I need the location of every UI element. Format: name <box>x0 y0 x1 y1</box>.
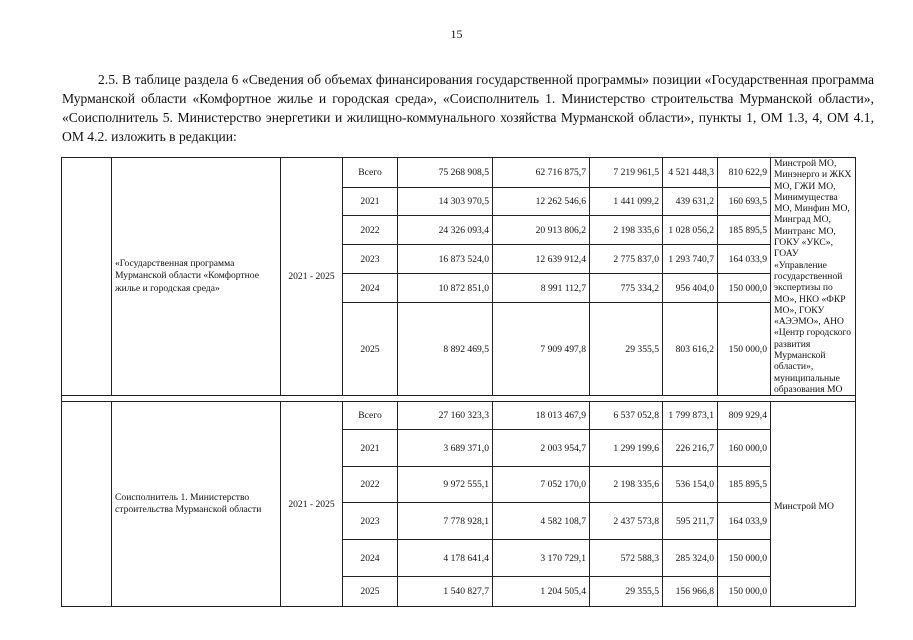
year-cell: 2022 <box>343 216 398 245</box>
total-cell: 9 972 555,1 <box>398 467 493 503</box>
federal-budget-cell: 6 537 052,8 <box>590 402 663 430</box>
intro-paragraph: 2.5. В таблице раздела 6 «Сведения об объемах финансирования государственной программы» позиции «Государственная программа Мурманской области «Комфортное жилье и городская среда», «Соисполнитель 1. Министерство строительства Мурманской области», «Соисполнитель 5. Министерство энергетики и жилищно-коммунального хозяйства Мурманской области», пункты 1, ОМ 1.3, 4, ОМ 4.1, ОМ 4.2. изложить в редакции: <box>62 72 874 144</box>
period-cell: 2021 - 2025 <box>281 158 343 396</box>
federal-budget-cell: 2 437 573,8 <box>590 503 663 540</box>
local-budget-cell: 1 799 873,1 <box>663 402 718 430</box>
year-cell: 2021 <box>343 430 398 467</box>
local-budget-cell: 226 216,7 <box>663 430 718 467</box>
local-budget-cell: 156 966,8 <box>663 577 718 607</box>
federal-budget-cell: 2 198 335,6 <box>590 467 663 503</box>
regional-budget-cell: 4 582 108,7 <box>493 503 590 540</box>
regional-budget-cell: 18 013 467,9 <box>493 402 590 430</box>
other-sources-cell: 150 000,0 <box>718 274 771 303</box>
local-budget-cell: 803 616,2 <box>663 303 718 396</box>
other-sources-cell: 810 622,9 <box>718 158 771 188</box>
financing-table <box>61 157 856 607</box>
federal-budget-cell: 29 355,5 <box>590 303 663 396</box>
year-cell: Всего <box>343 402 398 430</box>
total-cell: 3 689 371,0 <box>398 430 493 467</box>
federal-budget-cell: 29 355,5 <box>590 577 663 607</box>
federal-budget-cell: 2 198 335,6 <box>590 216 663 245</box>
total-cell: 16 873 524,0 <box>398 245 493 274</box>
year-cell: 2023 <box>343 503 398 540</box>
other-sources-cell: 164 033,9 <box>718 503 771 540</box>
other-sources-cell: 164 033,9 <box>718 245 771 274</box>
regional-budget-cell: 1 204 505,4 <box>493 577 590 607</box>
year-cell: Всего <box>343 158 398 188</box>
total-cell: 75 268 908,5 <box>398 158 493 188</box>
year-cell: 2025 <box>343 303 398 396</box>
total-cell: 8 892 469,5 <box>398 303 493 396</box>
local-budget-cell: 536 154,0 <box>663 467 718 503</box>
regional-budget-cell: 2 003 954,7 <box>493 430 590 467</box>
federal-budget-cell: 1 441 099,2 <box>590 188 663 216</box>
regional-budget-cell: 7 909 497,8 <box>493 303 590 396</box>
local-budget-cell: 285 324,0 <box>663 540 718 577</box>
total-cell: 24 326 093,4 <box>398 216 493 245</box>
other-sources-cell: 809 929,4 <box>718 402 771 430</box>
total-cell: 4 178 641,4 <box>398 540 493 577</box>
number-cell <box>62 158 112 396</box>
regional-budget-cell: 12 639 912,4 <box>493 245 590 274</box>
other-sources-cell: 150 000,0 <box>718 577 771 607</box>
local-budget-cell: 4 521 448,3 <box>663 158 718 188</box>
table-row <box>62 158 856 188</box>
federal-budget-cell: 1 299 199,6 <box>590 430 663 467</box>
federal-budget-cell: 2 775 837,0 <box>590 245 663 274</box>
year-cell: 2022 <box>343 467 398 503</box>
federal-budget-cell: 775 334,2 <box>590 274 663 303</box>
executors-cell: Минстрой МО <box>771 402 856 607</box>
executors-cell: Минстрой МО, Минэнерго и ЖКХ МО, ГЖИ МО, Минимущества МО, Минфин МО, Минград МО, Минтранс МО, ГОКУ «УКС», ГОАУ «Управление государственной экспертизы по МО», НКО «ФКР МО», ГОКУ «АЭЭМО», АНО «Центр городского развития Мурманской области», муниципальные образования МО <box>771 158 856 396</box>
regional-budget-cell: 7 052 170,0 <box>493 467 590 503</box>
local-budget-cell: 1 028 056,2 <box>663 216 718 245</box>
local-budget-cell: 956 404,0 <box>663 274 718 303</box>
year-cell: 2021 <box>343 188 398 216</box>
other-sources-cell: 160 693,5 <box>718 188 771 216</box>
table-row <box>62 402 856 430</box>
year-cell: 2024 <box>343 274 398 303</box>
regional-budget-cell: 12 262 546,6 <box>493 188 590 216</box>
other-sources-cell: 185 895,5 <box>718 467 771 503</box>
regional-budget-cell: 8 991 112,7 <box>493 274 590 303</box>
local-budget-cell: 1 293 740,7 <box>663 245 718 274</box>
program-name-cell: «Государственная программа Мурманской области «Комфортное жилье и городская среда» <box>112 158 281 396</box>
year-cell: 2024 <box>343 540 398 577</box>
period-cell: 2021 - 2025 <box>281 402 343 607</box>
total-cell: 1 540 827,7 <box>398 577 493 607</box>
local-budget-cell: 595 211,7 <box>663 503 718 540</box>
regional-budget-cell: 62 716 875,7 <box>493 158 590 188</box>
regional-budget-cell: 20 913 806,2 <box>493 216 590 245</box>
total-cell: 7 778 928,1 <box>398 503 493 540</box>
other-sources-cell: 150 000,0 <box>718 540 771 577</box>
year-cell: 2025 <box>343 577 398 607</box>
other-sources-cell: 185 895,5 <box>718 216 771 245</box>
federal-budget-cell: 7 219 961,5 <box>590 158 663 188</box>
total-cell: 27 160 323,3 <box>398 402 493 430</box>
total-cell: 10 872 851,0 <box>398 274 493 303</box>
page-number: 15 <box>450 27 463 41</box>
federal-budget-cell: 572 588,3 <box>590 540 663 577</box>
total-cell: 14 303 970,5 <box>398 188 493 216</box>
program-name-cell: Соисполнитель 1. Министерство строительства Мурманской области <box>112 402 281 607</box>
year-cell: 2023 <box>343 245 398 274</box>
other-sources-cell: 150 000,0 <box>718 303 771 396</box>
regional-budget-cell: 3 170 729,1 <box>493 540 590 577</box>
local-budget-cell: 439 631,2 <box>663 188 718 216</box>
number-cell <box>62 402 112 607</box>
other-sources-cell: 160 000,0 <box>718 430 771 467</box>
